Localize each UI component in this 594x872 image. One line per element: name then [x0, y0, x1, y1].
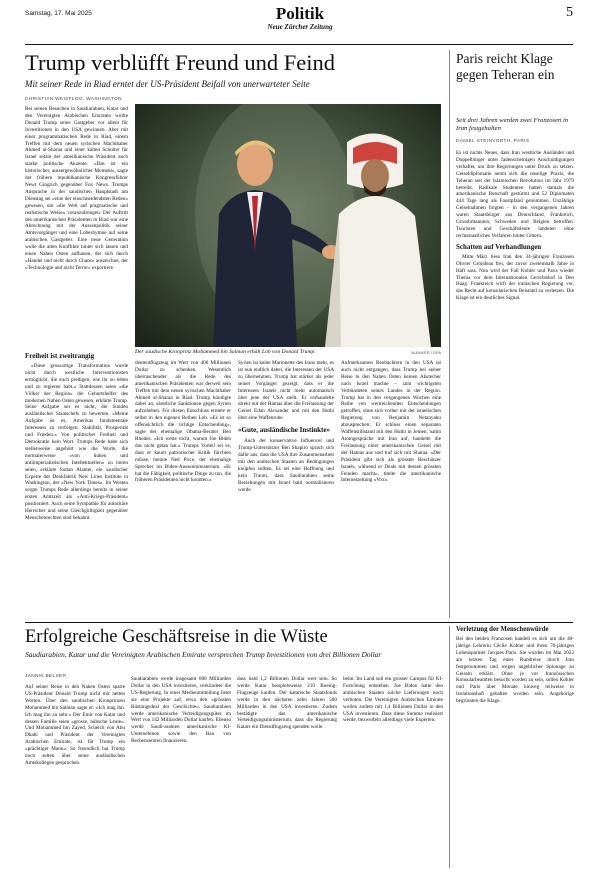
second-headline: Erfolgreiche Geschäftsreise in die Wüste: [25, 627, 328, 647]
paper-name: Neue Zürcher Zeitung: [267, 23, 333, 31]
box-body: [456, 636, 574, 866]
sidebar-headline: Paris reicht Klage gegen Teheran ein: [456, 51, 555, 82]
photo-trump-mbs: [135, 104, 441, 347]
lead-body-2: dententflugzeug im Wert von 400 Millionen Dollar zu schenken. Wesentlich überraschender als die Rede des amerikanischen Präsidenten war derweil sein Treffen mit dem neuen syrischen Machthaber Ahmed al-Sharaa in Riad. Trump kündigte dabei an, sämtliche Sanktionen gegen Syrien aufzuheben. Für diesen Entschluss erntete er selbst in den eigenen Reihen Lob. «Es ist so offensichtlich die richtige Entscheidung», sagte der ehemalige Obama-Berater Ben Rhodes. «Ich wette nicht, warum Joe Biden das nicht getan hat.» Trumps Vorteil sei es, dass er kaum patriotischer Kritik fürchten müsse, meinte Ned Price, der ehemalige Sprecher im Biden-Aussenministerium. «Er hat die Fähigkeit, politische Dinge zu tun, die früheren Präsidenten nicht konnten.»: [135, 360, 231, 484]
lead-column-2: [135, 360, 231, 620]
second-body-3: dass bald 1,2 Billionen Dollar wert sein. So werde Katar beispielsweise 210 Boeing-Flugzeuge kaufen. Der katarische Staatsfonds werde in den nächsten zehn Jahren 500 Milliarden in den USA investieren. Zudem bestätigte das amerikanische Verteidigungsministerium, dass die Regierung Katars ein Dienstflugzeug spenden wolle.: [237, 676, 337, 731]
box-title: Verletzung der Menschenwürde: [456, 626, 549, 633]
lead-column-3: [238, 360, 334, 620]
second-column-3: [237, 676, 337, 866]
photo-credit: ALBAKER / DPA: [411, 350, 441, 355]
lead-column-1: [25, 106, 128, 347]
lead-body-3b: Auch der konservative Influencer und Trump-Unterstützer Ben Shapiro sprach sich dafür aus, dass die USA ihre Zusammenarbeit mit den arabischen Staaten an Bedingungen knüpfen sollten. Es sei eine Hoffnung und kein Traum, dass Saudiarabien seine Beziehungen mit Israel bald normalisieren werde.: [238, 438, 334, 493]
section-title: Politik: [275, 4, 325, 23]
photo-caption: Der saudische Kronprinz Mohammed bin Salman erhält Lob von Donald Trump.: [135, 349, 316, 355]
second-body-2: Saudiarabien werde insgesamt 600 Milliarden Dollar in den USA investieren, verkündete die US-Regierung. In einer Medienmitteilung listet sie eine Projekte auf, etwa den «grössten Rüstungsdeal der Geschichte». Saudiarabien werde amerikanische Verteidigungsgüter im Wert von 142 Milliarden Dollar kaufen. Ebenso werde Saudi-arabien amerikanische KI-Unternehmen sowie den Bau von Rechenzentren finanzieren.: [131, 676, 231, 745]
lead-subhead-1: Freiheit ist zweitrangig: [25, 352, 95, 360]
second-body-1: Auf seiner Reise in den Nahen Osten sparte US-Präsident Donald Trump nicht mit netten Worten. Über den saudischen Kronprinzen Mohammed bin Salman sagte er: «Ich mag ihn. Ich mag ihn zu sehr.» Der Emir von Katar und dessen Familie seien «grosse, hübsche Leute». Und Mohammed bin Zayed, Scheich von Abu Dhabi und Präsident der Vereinigten Arabischen Emirate, ist für Trump ein «prächtiger Mann». So freundlich hat Trump noch selten über seine ausländischen Amtskollegen gesprochen.: [25, 684, 125, 766]
second-body-4: beim. Im Land soll ein grosser Campus für KI-Forschung entstehen. Joe Biden hatte den arabischen Staaten solche Lieferungen noch verboten. Die Vereinigten Arabischen Emirate wollen zudem mit 1,4 Billionen Dollar in den USA investieren. Dass diese Summe realisiert werde, bezweifeln allerdings viele Experten.: [343, 676, 443, 724]
sidebar-body-1: Es ist nichts Neues, dass Iran westliche Ausländer und Doppelbürger unter fadenscheinigen Anschuldigungen verhaftet, um ihre Regierungen unter Druck zu setzen. Geiseldiplomatie nennt sich die unselige Praxis, die Teheran seit der Islamischen Revolution im Jahr 1979 betreibt. Radikale Studenten hatten damals die amerikanische Botschaft gestürmt und 52 Diplomaten 444 Tage lang als Faustpfand genommen. Unzählige Geiselnahmen folgten – in den vergangenen Jahren waren Staatsbürger aus Deutschland, Frankreich, Grossbritannien, Schweden und Belgien betroffen. Touristen und Geschäftsleute landeten ohne rechtsstaatliches Verfahren hinter Gittern.: [456, 150, 574, 239]
second-column-2: [131, 676, 231, 866]
sidebar-body-2: Mitte März liess Iran den 34-jährigen Franzosen Olivier Grondeau frei, der zuvor zweieinhalb Jahre in Haft sass. Nun wird der Fall Kohler und Paris wieder Thema vor dem Internationalen Gerichtshof in Den Haag. Frankreich wirft der iranischen Regierung vor, das Recht auf konsularischen Beistand zu verletzen. Die Klage ist ein deutliches Signal.: [456, 253, 574, 302]
lead-photo: [135, 104, 441, 347]
second-column-4: [343, 676, 443, 866]
second-byline: JANNIK BELSER: [25, 674, 67, 679]
lead-body-4: Aufmerksamen Beobachtern in den USA ist auch nicht entgangen, dass Trump bei seiner Reise in den Nahen Osten keinen Abstecher nach Israel machte – zum wichtigsten Verbündeten seines Landes in der Region. Trump hat in den vergangenen Wochen eine Reihe von weitreichenden Entscheidungen getroffen, ohne sich vorher mit der israelischen Regierung von Benjamin Netanyahu abzusprechen: Er schloss einen separaten Waffenstillstand mit den Huthi in Jemen, nahm Atomgespräche mit Iran auf, handelte die Freilassung einer amerikanischen Geisel mit der Hamas aus und traf sich mit Sharaa. «Der Präsident gibt sich als grösster Beschützer Israels, während er Deals mit dessen grössten Feinden macht», titelte die amerikanische Internetzeitung «Vox».: [341, 360, 441, 484]
sidebar-subhead: Schatten auf Verhandlungen: [456, 242, 542, 251]
masthead: [25, 4, 573, 44]
lead-column-4: [341, 360, 441, 620]
box-divider: [449, 626, 450, 868]
lead-byline: CHRISTIAN WEISFLOG, WASHINGTON: [25, 97, 122, 102]
lead-column-1b: [25, 349, 128, 620]
lead-intro: Bei seinen Besuchen in Saudiarabien, Katar und den Vereinigten Arabischen Emiraten wollte Donald Trump seine Gastgeber vor allem für Investitionen in den USA gewinnen. Aber mit einer programmatischen Rede in Riad, einem Treffen mit dem neuen syrischen Machthaber Ahmed al-Sharaa und einer kalten Schulter für Israel setzte der amerikanische Präsident auch starke politische Akzente. «Das ist ein historischer, aussergewöhnlicher Moment», sagte der frühere republikanische Kongressführer Newt Gingrich gegenüber Fox News. Trumps Ansprache in der saudischen Hauptstadt am Dienstag sei «eine der einschneidendsten Reden» gewesen, um «die Welt auf pragmatische und realistische Weise» voranzubringen. Der Auftritt des amerikanischen Präsidenten in Riad war eine Abrechnung mit der Aussenpolitik seiner Amtsvorgänger und eine Lobeshymne auf seine arabischen Gastgeber. Eine neue Generation wolle die alten Konflikte hinter sich lassen und einen Nahen Osten aufbauen, der sich durch «Handel und nicht durch Chaos» auszeichne, der «Technologie und nicht Terror» exportiere.: [25, 106, 128, 271]
sidebar-byline: DANIEL STEINVORTH, PARIS: [456, 139, 530, 144]
second-dek: Saudiarabien, Katar und die Vereinigten Arabischen Emirate versprechen Trump Investitionen von drei Billionen Dollar: [25, 650, 382, 659]
lead-body-1: «Diese grossartige Transformation wurde nicht durch westliche Interventionisten ermöglicht, die euch predigen, wie ihr zu leben und zu regieren habt.» Stattdessen seien «die Völker der Region» die Geburtshelfer des modernen Nahen Osten gewesen, erklärte Trump. Seine Aufgabe sei es nicht, die Sünden ausländischer Staatschefs zu bewerten. «Meine Aufgabe ist es, Amerikas fundamentale Interessen zu verfolgen: Stabilität, Prosperität und Frieden.» Von politischer Freiheit und Demokratie kein Wort. Trumps Rede habe sich stellenweise angehört wie die Worte, die normalerweise «von linken und antiimperialistischen Intellektuellen» zu hören seien, erklärte Sultan Alamer, ein saudischer Experte der Denkfabrik New Lines Institute in Washington, der «New York Times». Im Westen sorgte Trumps Rede allerdings bereits in seiner ersten Amtszeit als «Anti-Kriegs-Präsident» positioniert. Auch seine Sympathie für autoritäre Herrscher und seine Gleichgültigkeit gegenüber Menschenrechten sind bekannt.: [25, 363, 128, 521]
lead-headline: Trump verblüfft Freund und Feind: [25, 50, 336, 75]
story-divider: [25, 622, 573, 623]
lead-dek: Mit seiner Rede in Riad erntet der US-Präsident Beifall von unerwarteter Seite: [25, 79, 310, 89]
sidebar-body: [456, 150, 574, 612]
box-body-text: Bei den beiden Franzosen handelt es sich um die 40-jährige Lehrerin Cécile Kohler und ihren 70-jährigen Lebenspartner Jacques Paris. Sie wurden im Mai 2022 am letzten Tag einer Rundreise durch Iran festgenommen und wegen angeblicher Spionage zu Geiseln erklärt. Ohne je vor französischen Konsularbeamten besucht worden zu sein, sollen Kohler und Paris über Monate hinweg teilweise in Isolationshaft gehalten worden sein. Angehörige begrüssten die Klage.: [456, 636, 574, 705]
lead-body-3: Syrien ist keine Marionette des Irans mehr, es ist nun endlich dabei, die Interessen der USA zu übernehmen. Trump hat stärker als jeder seiner Vorgänger gezeigt, dass er die Interessen Israels nicht mehr automatisch über jene der USA stellt. Er verhandelte direkt mit der Hamas über die Freilassung der Geisel Edan Alexander und mit den Huthi über eine Waffenruhe.: [238, 360, 334, 422]
page-number: 5: [566, 5, 573, 20]
lead-pullquote: «Gute, ausländische Instinkte»: [238, 426, 330, 435]
second-column-1: [25, 684, 125, 866]
sidebar-divider: [449, 50, 450, 618]
sidebar-dek: Seit drei Jahren werden zwei Franzosen in Iran festgehalten: [456, 117, 569, 132]
date: Samstag, 17. Mai 2025: [25, 10, 92, 17]
masthead-rule: [25, 44, 573, 45]
